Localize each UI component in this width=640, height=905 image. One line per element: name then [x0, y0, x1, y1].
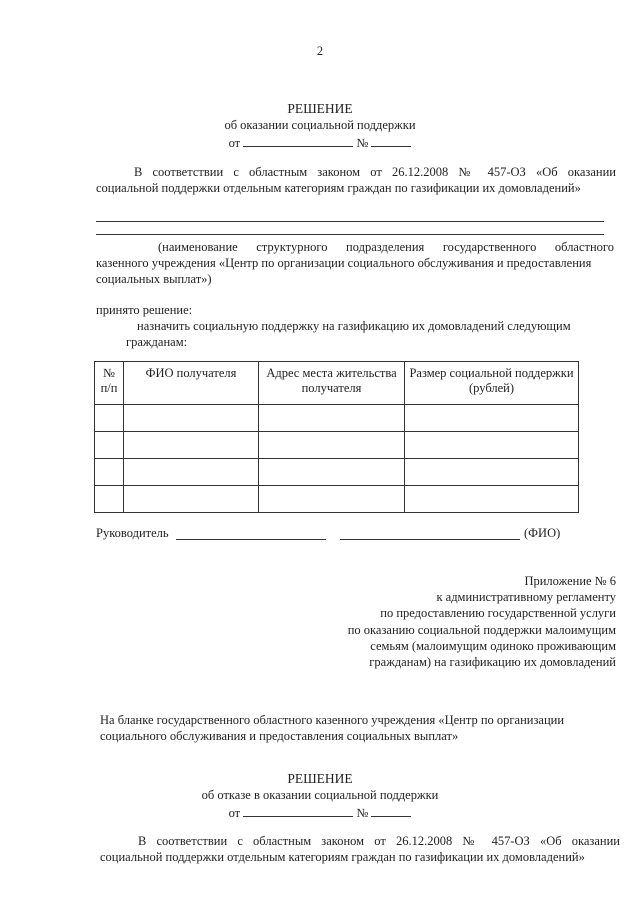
table-cell: [405, 459, 579, 486]
table-cell: [124, 405, 259, 432]
table-cell: [405, 405, 579, 432]
table-cell: [259, 432, 405, 459]
fio-blank: [340, 539, 520, 540]
refusal-title: РЕШЕНИЕ: [287, 771, 353, 786]
date-blank: [243, 135, 353, 147]
head-label: Руководитель: [96, 526, 169, 540]
appendix-block: [296, 573, 616, 670]
recipients-table: [94, 361, 579, 513]
table-cell: [95, 405, 124, 432]
letterhead-line-2: социального обслуживания и предоставления социальных выплат»: [100, 729, 459, 743]
appendix-line-4: по оказанию социальной поддержки малоимущим: [347, 622, 616, 637]
from-label: от: [228, 806, 241, 820]
table-row: [95, 459, 579, 486]
decision-date-number-line: [0, 135, 640, 151]
appendix-line-6: гражданам) на газификацию их домовладений: [369, 655, 616, 670]
table-row: [95, 432, 579, 459]
table-cell: [405, 432, 579, 459]
org-name-blank-2: [96, 234, 604, 235]
table-cell: [95, 432, 124, 459]
number-blank: [371, 135, 411, 147]
table-cell: [405, 486, 579, 513]
table-header-fio: ФИО получателя: [124, 362, 259, 405]
page-number: 2: [316, 44, 324, 58]
decision-subtitle: об оказании социальной поддержки: [224, 118, 416, 132]
table-cell: [124, 432, 259, 459]
table-header-row: [95, 362, 579, 405]
table-header-amount: Размер социальной поддержки (рублей): [405, 362, 579, 405]
decision-text-line-1: назначить социальную поддержку на газификацию их домовладений следующим: [137, 319, 571, 333]
table-row: [95, 405, 579, 432]
refusal-basis-line-2: социальной поддержки отдельным категориям граждан по газификации их домовладений»: [100, 850, 585, 864]
decision-title: РЕШЕНИЕ: [287, 101, 353, 116]
table-cell: [259, 486, 405, 513]
appendix-line-2: к административному регламенту: [436, 590, 616, 605]
decision-label: принято решение:: [96, 303, 193, 317]
letterhead-line-1: На бланке государственного областного казенного учреждения «Центр по организации: [100, 713, 565, 727]
table-cell: [259, 405, 405, 432]
org-note-line-1: (наименование структурного подразделения государственного областного: [158, 240, 614, 254]
table-cell: [95, 486, 124, 513]
fio-label: (ФИО): [524, 526, 561, 540]
number-blank: [371, 805, 411, 817]
refusal-subtitle: об отказе в оказании социальной поддержки: [201, 788, 439, 802]
from-label: от: [228, 136, 241, 150]
table-header-number: № п/п: [95, 362, 124, 405]
basis-line-2: социальной поддержки отдельным категориям граждан по газификации их домовладений»: [96, 181, 581, 195]
org-note-line-3: социальных выплат»): [96, 272, 212, 286]
table-cell: [124, 459, 259, 486]
refusal-basis-line-1: В соответствии с областным законом от 26.12.2008 № 457-ОЗ «Об оказании: [138, 834, 620, 848]
refusal-date-number-line: [0, 805, 640, 821]
appendix-line-1: Приложение № 6: [524, 574, 616, 588]
org-name-blank-1: [96, 221, 604, 222]
table-cell: [95, 459, 124, 486]
signature-blank: [176, 539, 326, 540]
table-cell: [124, 486, 259, 513]
number-sign: №: [356, 806, 369, 820]
table-row: [95, 486, 579, 513]
date-blank: [243, 805, 353, 817]
table-header-address: Адрес места жительства получателя: [259, 362, 405, 405]
basis-line-1: В соответствии с областным законом от 26.12.2008 № 457-ОЗ «Об оказании: [134, 165, 616, 179]
number-sign: №: [356, 136, 369, 150]
appendix-line-3: по предоставлению государственной услуги: [380, 606, 616, 621]
decision-text-line-2: гражданам:: [126, 335, 188, 349]
appendix-line-5: семьям (малоимущим одиноко проживающим: [370, 638, 616, 653]
org-note-line-2: казенного учреждения «Центр по организации социального обслуживания и предоставления: [96, 256, 592, 270]
table-cell: [259, 459, 405, 486]
